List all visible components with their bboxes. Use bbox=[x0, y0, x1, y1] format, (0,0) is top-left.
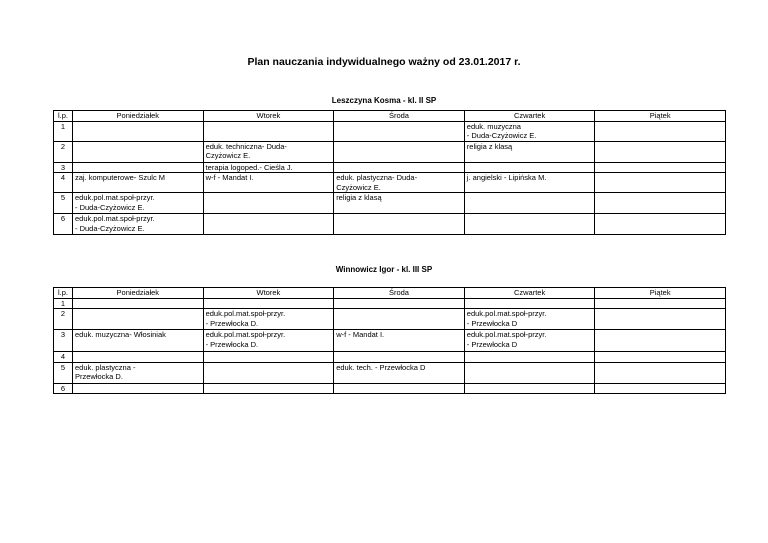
cell-monday bbox=[73, 309, 204, 330]
cell-thursday bbox=[464, 352, 595, 363]
header-row bbox=[54, 111, 726, 122]
cell-thursday bbox=[464, 362, 595, 383]
cell-thursday bbox=[464, 162, 595, 173]
cell-monday: zaj. komputerowe- Szulc M bbox=[73, 173, 204, 193]
lesson-number: 3 bbox=[54, 162, 73, 173]
lesson-number: 1 bbox=[54, 298, 73, 309]
cell-thursday: eduk.pol.mat.społ-przyr. - Przewłocka D bbox=[464, 309, 595, 330]
cell-monday bbox=[73, 352, 204, 363]
table-row bbox=[54, 173, 726, 193]
cell-wednesday: eduk. plastyczna- Duda- Czyżowicz E. bbox=[334, 173, 465, 193]
cell-tuesday bbox=[203, 362, 334, 383]
cell-thursday bbox=[464, 383, 595, 394]
cell-monday bbox=[73, 162, 204, 173]
table-row bbox=[54, 330, 726, 352]
table-row bbox=[54, 214, 726, 235]
cell-friday bbox=[595, 352, 726, 363]
header-wednesday: Środa bbox=[334, 111, 465, 122]
cell-friday bbox=[595, 383, 726, 394]
cell-thursday: eduk. muzyczna - Duda-Czyżowicz E. bbox=[464, 121, 595, 141]
table-row bbox=[54, 362, 726, 383]
header-lp: l.p. bbox=[54, 288, 73, 299]
cell-friday bbox=[595, 193, 726, 214]
cell-tuesday: eduk.pol.mat.społ-przyr. - Przewłocka D. bbox=[203, 330, 334, 352]
cell-friday bbox=[595, 298, 726, 309]
cell-wednesday bbox=[334, 383, 465, 394]
cell-wednesday bbox=[334, 214, 465, 235]
cell-thursday: religia z klasą bbox=[464, 141, 595, 162]
lesson-number: 6 bbox=[54, 383, 73, 394]
header-friday: Piątek bbox=[595, 111, 726, 122]
cell-wednesday bbox=[334, 141, 465, 162]
header-thursday: Czwartek bbox=[464, 111, 595, 122]
cell-monday: eduk.pol.mat.społ-przyr. - Duda-Czyżowicz E. bbox=[73, 193, 204, 214]
cell-tuesday: eduk. techniczna- Duda- Czyżowicz E. bbox=[203, 141, 334, 162]
lesson-number: 5 bbox=[54, 362, 73, 383]
student-heading-2: Winnowicz Igor - kl. III SP bbox=[335, 265, 433, 274]
cell-thursday bbox=[464, 214, 595, 235]
document-title: Plan nauczania indywidualnego ważny od 23.01.2017 r. bbox=[247, 56, 521, 68]
schedule-table-1 bbox=[53, 110, 726, 235]
lesson-number: 4 bbox=[54, 352, 73, 363]
cell-thursday bbox=[464, 298, 595, 309]
cell-tuesday: w-f - Mandat I. bbox=[203, 173, 334, 193]
cell-tuesday bbox=[203, 352, 334, 363]
cell-tuesday bbox=[203, 121, 334, 141]
cell-thursday bbox=[464, 193, 595, 214]
cell-tuesday bbox=[203, 193, 334, 214]
table-row bbox=[54, 193, 726, 214]
table-row bbox=[54, 141, 726, 162]
cell-tuesday bbox=[203, 214, 334, 235]
cell-friday bbox=[595, 330, 726, 352]
cell-monday: eduk. plastyczna - Przewłocka D. bbox=[73, 362, 204, 383]
cell-friday bbox=[595, 362, 726, 383]
table-row bbox=[54, 352, 726, 363]
cell-wednesday bbox=[334, 121, 465, 141]
header-lp: l.p. bbox=[54, 111, 73, 122]
header-monday: Poniedziałek bbox=[73, 288, 204, 299]
cell-tuesday: terapia logoped.- Cieśla J. bbox=[203, 162, 334, 173]
lesson-number: 4 bbox=[54, 173, 73, 193]
cell-friday bbox=[595, 173, 726, 193]
cell-friday bbox=[595, 309, 726, 330]
cell-monday: eduk. muzyczna- Włosiniak bbox=[73, 330, 204, 352]
table-row bbox=[54, 298, 726, 309]
lesson-number: 5 bbox=[54, 193, 73, 214]
cell-wednesday bbox=[334, 298, 465, 309]
cell-monday bbox=[73, 383, 204, 394]
table-row bbox=[54, 162, 726, 173]
cell-tuesday bbox=[203, 383, 334, 394]
table-row bbox=[54, 383, 726, 394]
cell-wednesday: religia z klasą bbox=[334, 193, 465, 214]
cell-tuesday bbox=[203, 298, 334, 309]
lesson-number: 6 bbox=[54, 214, 73, 235]
lesson-number: 2 bbox=[54, 141, 73, 162]
cell-wednesday bbox=[334, 309, 465, 330]
cell-monday bbox=[73, 141, 204, 162]
header-monday: Poniedziałek bbox=[73, 111, 204, 122]
cell-friday bbox=[595, 214, 726, 235]
header-row bbox=[54, 288, 726, 299]
lesson-number: 1 bbox=[54, 121, 73, 141]
table-row bbox=[54, 309, 726, 330]
cell-friday bbox=[595, 162, 726, 173]
cell-tuesday: eduk.pol.mat.społ-przyr. - Przewłocka D. bbox=[203, 309, 334, 330]
header-wednesday: Środa bbox=[334, 288, 465, 299]
schedule-table-2 bbox=[53, 287, 726, 394]
cell-monday: eduk.pol.mat.społ-przyr. - Duda-Czyżowicz E. bbox=[73, 214, 204, 235]
header-tuesday: Wtorek bbox=[203, 111, 334, 122]
cell-friday bbox=[595, 141, 726, 162]
cell-thursday: j. angielski - Lipińska M. bbox=[464, 173, 595, 193]
header-friday: Piątek bbox=[595, 288, 726, 299]
lesson-number: 3 bbox=[54, 330, 73, 352]
header-tuesday: Wtorek bbox=[203, 288, 334, 299]
table-row bbox=[54, 121, 726, 141]
cell-wednesday bbox=[334, 162, 465, 173]
cell-wednesday: w-f - Mandat I. bbox=[334, 330, 465, 352]
student-heading-1: Leszczyna Kosma - kl. II SP bbox=[331, 96, 437, 105]
cell-friday bbox=[595, 121, 726, 141]
cell-wednesday bbox=[334, 352, 465, 363]
cell-monday bbox=[73, 121, 204, 141]
cell-monday bbox=[73, 298, 204, 309]
cell-wednesday: eduk. tech. - Przewłocka D bbox=[334, 362, 465, 383]
lesson-number: 2 bbox=[54, 309, 73, 330]
cell-thursday: eduk.pol.mat.społ-przyr. - Przewłocka D bbox=[464, 330, 595, 352]
header-thursday: Czwartek bbox=[464, 288, 595, 299]
